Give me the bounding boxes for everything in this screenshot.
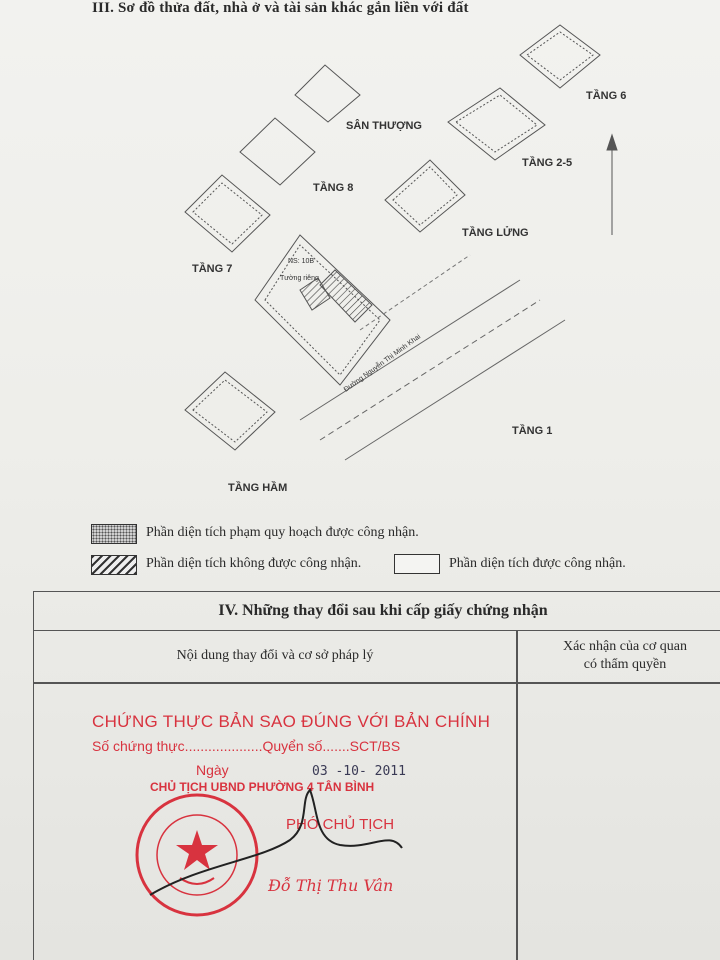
column-header-confirmation: [516, 638, 720, 674]
label-ns: NS: 10B: [288, 258, 315, 265]
certification-date-value: 03 -10- 2011: [312, 764, 406, 779]
legend-swatch-hatch: [91, 555, 137, 575]
legend-label-empty: Phần diện tích được công nhận.: [449, 556, 626, 571]
column-header-confirmation-line1: Xác nhận của cơ quan: [562, 639, 687, 654]
certification-issuer: CHỦ TỊCH UBND PHƯỜNG 4 TÂN BÌNH: [150, 780, 375, 794]
certification-date-label: Ngày: [196, 762, 229, 778]
label-san-thuong: SÂN THƯỢNG: [346, 120, 422, 132]
label-duong: Đường Nguyễn Thị Minh Khai: [342, 333, 423, 394]
floor-plan-tang7: [185, 175, 270, 252]
certification-position: PHÓ CHỦ TỊCH: [286, 816, 395, 833]
label-tang-lung: TẦNG LỬNG: [462, 227, 529, 239]
label-tang6: TẦNG 6: [586, 90, 627, 102]
floor-plan-tang-ham: [185, 372, 275, 450]
floor-plan-tang6: [520, 25, 600, 88]
table-header-divider: [34, 682, 720, 684]
label-tang1: TẦNG 1: [512, 425, 553, 437]
legend-label-dots: Phần diện tích phạm quy hoạch được công nhận.: [146, 525, 419, 540]
label-tuong-rieng: Tường riêng: [280, 275, 319, 282]
label-tang7: TẦNG 7: [192, 263, 233, 275]
label-tang8: TẦNG 8: [313, 182, 354, 194]
floor-plan-san-thuong: [295, 65, 360, 122]
label-tang-ham: TẦNG HẦM: [228, 482, 288, 494]
table-column-divider: [516, 631, 518, 960]
section-4-title: IV. Những thay đổi sau khi cấp giấy chứng nhận: [34, 592, 720, 631]
legend-swatch-dots: [91, 524, 137, 544]
legend-label-hatch: Phần diện tích không được công nhận.: [146, 556, 362, 571]
signature-stroke: [140, 770, 410, 900]
column-header-content: Nội dung thay đổi và cơ sở pháp lý: [176, 648, 374, 663]
floor-plan-tang8: [240, 118, 315, 185]
floor-plan-tang2-5: [448, 88, 545, 160]
signer-name: Đỗ Thị Thu Vân: [268, 876, 394, 895]
label-tang2-5: TẦNG 2-5: [522, 157, 573, 169]
certification-number-line: Số chứng thực....................Quyển số.......SCT/BS: [92, 738, 401, 754]
legend-swatch-empty: [394, 554, 440, 574]
certification-title: CHỨNG THỰC BẢN SAO ĐÚNG VỚI BẢN CHÍNH: [92, 712, 491, 731]
section-3-title: III. Sơ đồ thửa đất, nhà ở và tài sản khác gắn liền với đất: [92, 0, 469, 16]
column-header-confirmation-line2: có thẩm quyền: [583, 657, 667, 672]
